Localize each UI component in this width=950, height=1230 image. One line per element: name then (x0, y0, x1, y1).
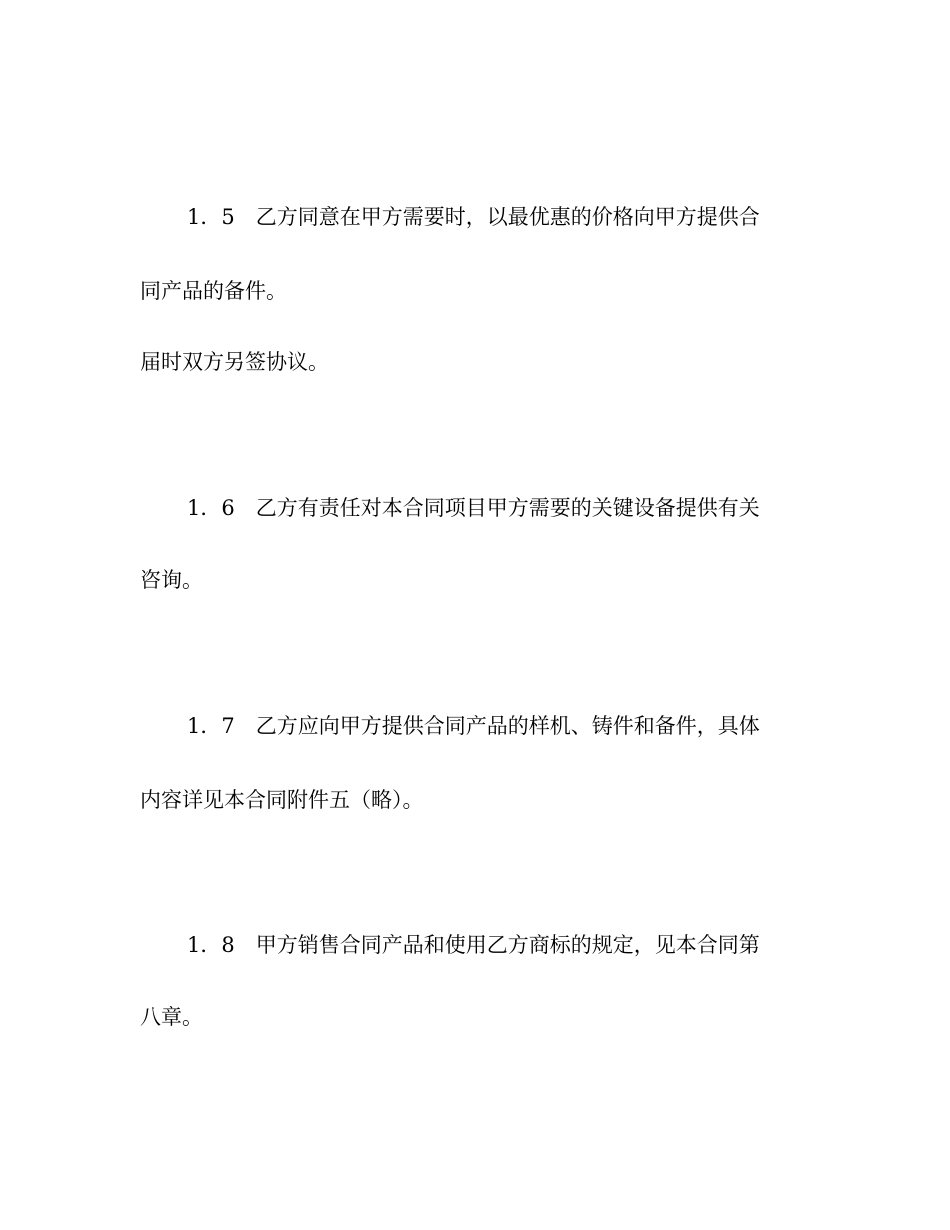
clause-1-5-line-1: 1．5 乙方同意在甲方需要时，以最优惠的价格向甲方提供合 (187, 205, 760, 229)
clause-1-7-line-2: 内容详见本合同附件五（略）。 (140, 788, 424, 812)
clause-1-5-line-3: 届时双方另签协议。 (140, 350, 329, 374)
clause-1-6-line-1: 1．6 乙方有责任对本合同项目甲方需要的关键设备提供有关 (187, 496, 760, 520)
clause-1-5-line-2: 同产品的备件。 (140, 279, 287, 303)
clause-1-6-line-2: 咨询。 (140, 568, 203, 592)
clause-1-7-line-1: 1．7 乙方应向甲方提供合同产品的样机、铸件和备件，具体 (187, 714, 760, 738)
clause-1-8-line-2: 八章。 (140, 1005, 203, 1029)
clause-1-8-line-1: 1．8 甲方销售合同产品和使用乙方商标的规定，见本合同第 (187, 933, 760, 957)
